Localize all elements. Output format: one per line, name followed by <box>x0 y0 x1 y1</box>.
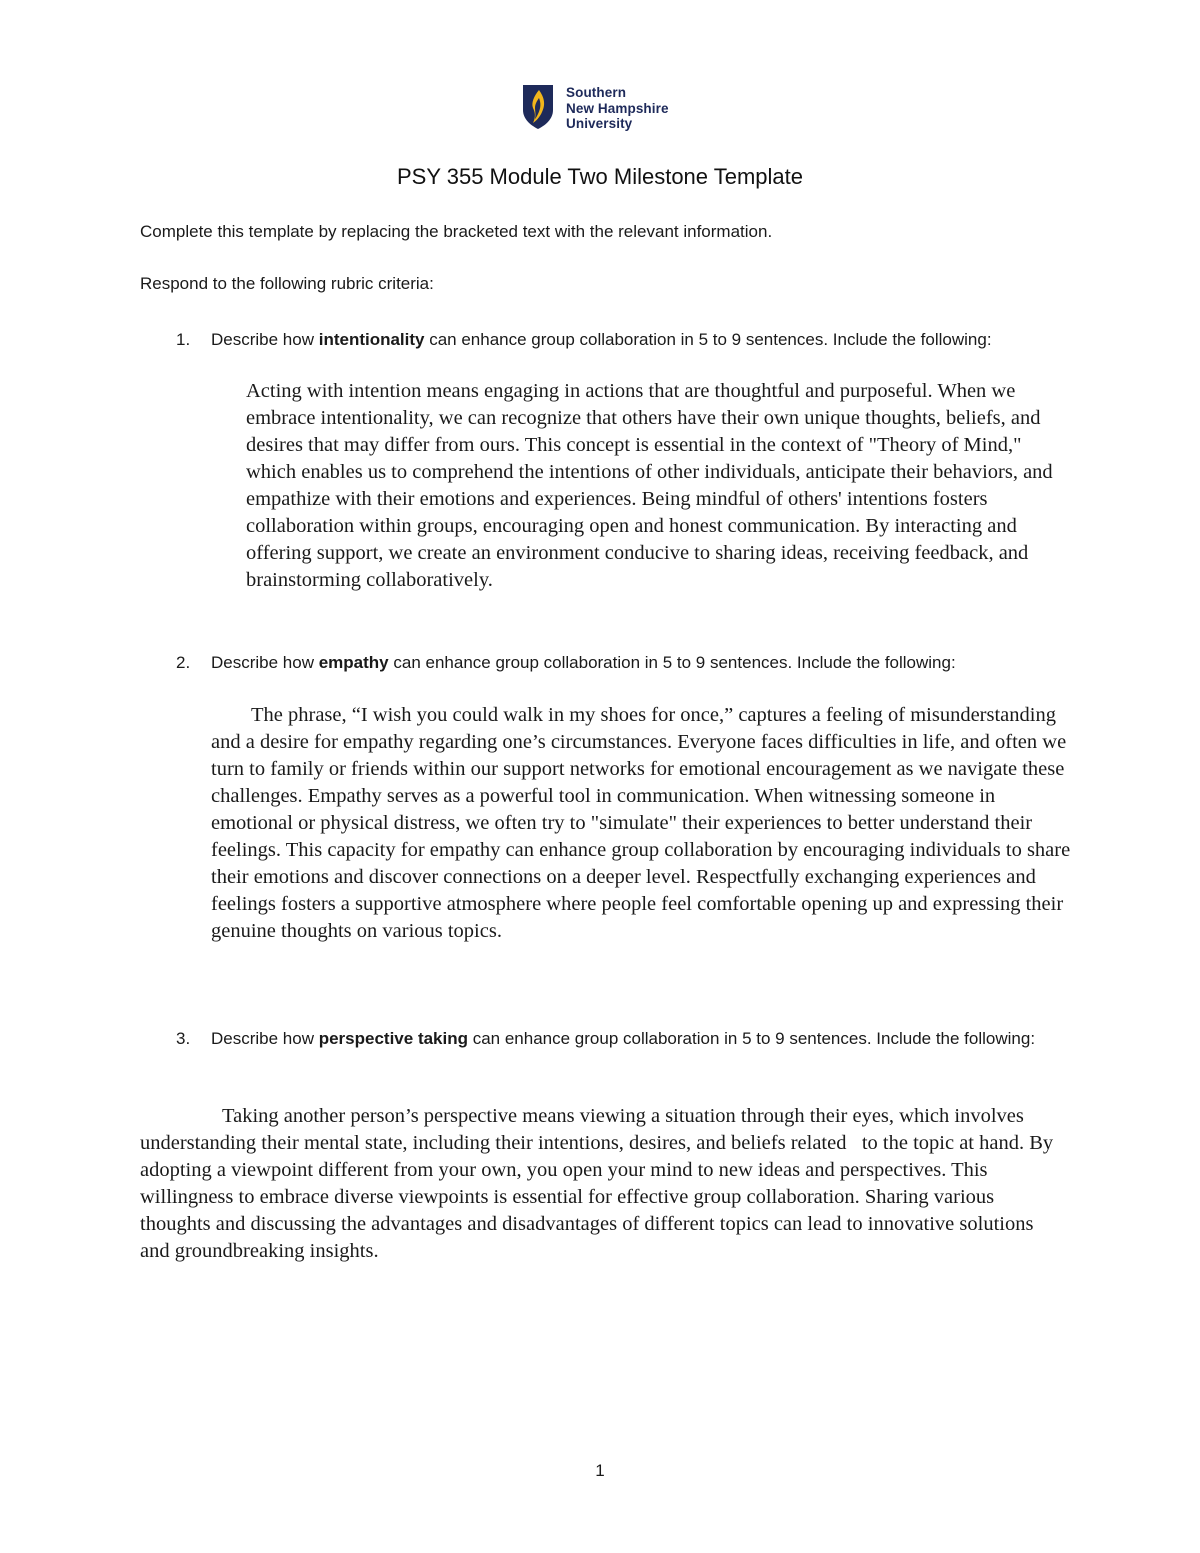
question-number: 1. <box>176 330 191 349</box>
page-title: PSY 355 Module Two Milestone Template <box>396 164 804 189</box>
prompt-prefix: Describe how <box>211 1029 319 1048</box>
prompt-prefix: Describe how <box>211 330 319 349</box>
prompt-keyword: empathy <box>318 653 389 672</box>
prompt-suffix: can enhance group collaboration in 5 to 9 sentences. Include the following: <box>468 1029 1036 1048</box>
respond-text: Respond to the following rubric criteria: <box>140 274 434 293</box>
instruction-text: Complete this template by replacing the bracketed text with the relevant information. <box>140 222 773 241</box>
page-number: 1 <box>595 1461 605 1480</box>
logo-line-3: University <box>566 116 633 131</box>
question-number: 3. <box>176 1029 191 1048</box>
question-3 <box>176 1026 1056 1051</box>
answer-1: Acting with intention means engaging in actions that are thoughtful and purposeful. When we embrace intentionality, we can recognize that others have their own unique thoughts, beliefs, and desires that may differ from ours. This concept is essential in the context of "Theory of Mind," which enables us to comprehend the intentions of other individuals, anticipate their behaviors, and empathize with their emotions and experiences. Being mindful of others' intentions fosters collaboration within groups, encouraging open and honest communication. By interacting and offering support, we create an environment conducive to sharing ideas, receiving feedback, and brainstorming collaboratively. <box>246 380 1053 591</box>
logo-line-2: New Hampshire <box>566 100 669 116</box>
prompt-keyword: perspective taking <box>318 1029 468 1048</box>
question-prompt <box>211 327 1056 352</box>
prompt-keyword: intentionality <box>318 330 425 349</box>
question-2 <box>176 650 1056 675</box>
logo-wordmark <box>566 85 669 132</box>
answer-2: The phrase, “I wish you could walk in my shoes for once,” captures a feeling of misunderstanding and a desire for empathy regarding one’s circumstances. Everyone faces difficulties in life, and often we turn to family or friends within our support networks for emotional encouragement as we navigate these challenges. Empathy serves as a powerful tool in communication. When witnessing someone in emotional or physical distress, we often try to "simulate" their experiences to better understand their feelings. This capacity for empathy can enhance group collaboration by encouraging individuals to share their emotions and discover connections on a deeper level. Respectfully exchanging experiences and feelings fosters a supportive atmosphere where people feel comfortable opening up and expressing their genuine thoughts on various topics. <box>211 704 1071 942</box>
university-logo <box>520 84 690 134</box>
prompt-suffix: can enhance group collaboration in 5 to 9 sentences. Include the following: <box>424 330 992 349</box>
answer-3: Taking another person’s perspective means viewing a situation through their eyes, which involves understanding their mental state, including their intentions, desires, and beliefs related to the topic at hand. By adopting a viewpoint different from your own, you open your mind to new ideas and perspectives. This willingness to embrace diverse viewpoints is essential for effective group collaboration. Sharing various thoughts and discussing the advantages and disadvantages of different topics can lead to innovative solutions and groundbreaking insights. <box>140 1105 1059 1262</box>
shield-flame-icon <box>522 84 554 130</box>
logo-line-1: Southern <box>566 85 627 100</box>
prompt-suffix: can enhance group collaboration in 5 to 9 sentences. Include the following: <box>388 653 956 672</box>
question-prompt <box>211 1026 1056 1051</box>
question-1 <box>176 327 1056 352</box>
question-number: 2. <box>176 653 191 672</box>
question-prompt <box>211 650 1056 675</box>
prompt-prefix: Describe how <box>211 653 319 672</box>
